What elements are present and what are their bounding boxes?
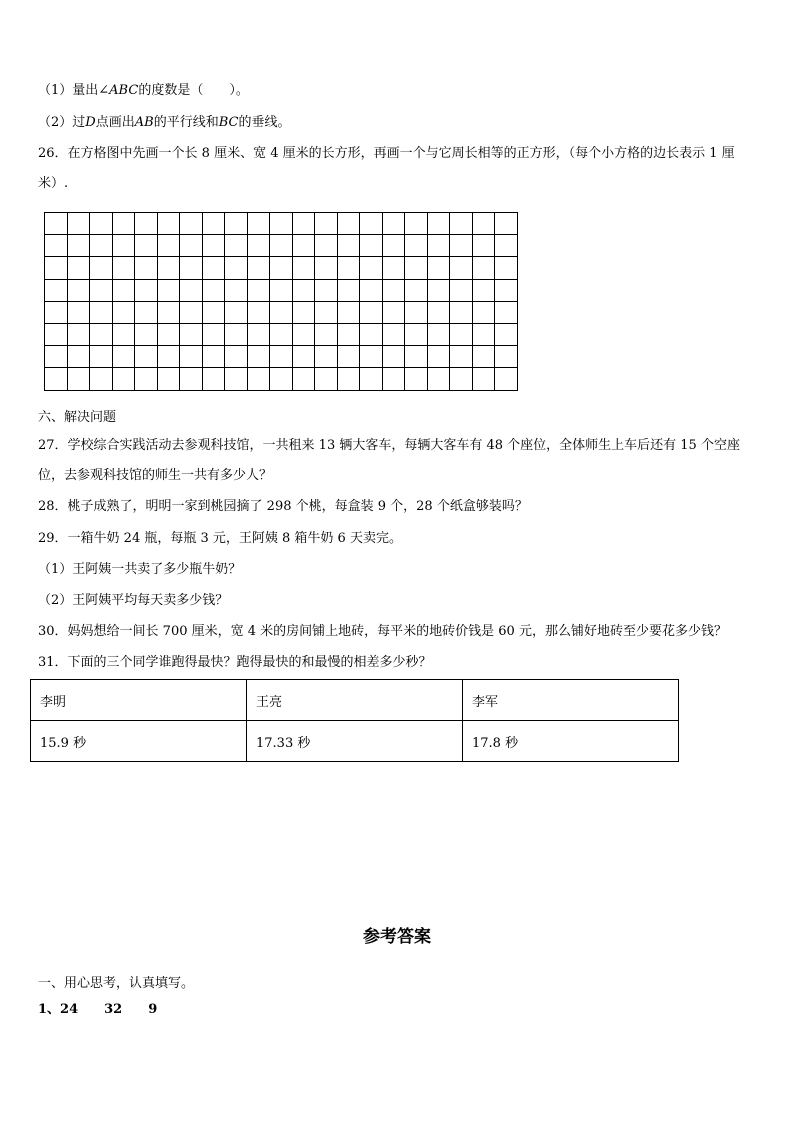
grid-cell	[270, 213, 293, 235]
q25-part2: （2）过D点画出AB的平行线和BC的垂线。	[38, 115, 291, 130]
grid-cell	[495, 213, 518, 235]
grid-cell	[337, 213, 360, 235]
grid-cell	[337, 346, 360, 368]
grid-cell	[180, 323, 203, 345]
grid-cell	[382, 368, 405, 390]
grid-cell	[450, 323, 473, 345]
grid-cell	[472, 213, 495, 235]
grid-cell	[337, 368, 360, 390]
question-26: 26．在方格图中先画一个长 8 厘米、宽 4 厘米的长方形，再画一个与它周长相等的正方形，（每个小方格的边长表示 1 厘米）.	[38, 146, 735, 191]
grid-cell	[247, 368, 270, 390]
grid-row	[45, 235, 518, 257]
grid-cell	[157, 257, 180, 279]
grid-cell	[405, 301, 428, 323]
grid-cell	[315, 279, 338, 301]
grid-cell	[405, 368, 428, 390]
grid-cell	[157, 323, 180, 345]
grid-cell	[225, 346, 248, 368]
answer-section-1: 一、用心思考，认真填写。	[38, 976, 195, 991]
grid-cell	[90, 346, 113, 368]
grid-cell	[135, 368, 158, 390]
grid-cell	[292, 235, 315, 257]
grid-cell	[180, 279, 203, 301]
grid-cell	[427, 257, 450, 279]
grid-cell	[157, 235, 180, 257]
grid-cell	[202, 368, 225, 390]
grid-cell	[202, 257, 225, 279]
table-cell: 15.9 秒	[31, 721, 247, 762]
grid-cell	[360, 301, 383, 323]
grid-cell	[270, 323, 293, 345]
grid-cell	[270, 346, 293, 368]
grid-cell	[270, 368, 293, 390]
grid-cell	[247, 235, 270, 257]
grid-cell	[427, 323, 450, 345]
grid-row	[45, 301, 518, 323]
grid-cell	[315, 235, 338, 257]
grid-cell	[472, 235, 495, 257]
grid-cell	[112, 346, 135, 368]
grid-cell	[495, 235, 518, 257]
grid-cell	[405, 279, 428, 301]
grid-cell	[225, 323, 248, 345]
angle-abc: ∠ABC	[98, 83, 139, 98]
grid-cell	[112, 368, 135, 390]
grid-cell	[495, 301, 518, 323]
grid-cell	[315, 257, 338, 279]
race-times-table	[30, 679, 679, 762]
table-row	[31, 680, 679, 721]
grid-cell	[45, 235, 68, 257]
grid-cell	[405, 257, 428, 279]
grid-cell	[45, 257, 68, 279]
grid-cell	[202, 235, 225, 257]
grid-cell	[495, 323, 518, 345]
grid-cell	[270, 235, 293, 257]
grid-cell	[180, 257, 203, 279]
grid-cell	[135, 279, 158, 301]
grid-cell	[247, 346, 270, 368]
grid-cell	[360, 235, 383, 257]
grid-cell	[135, 213, 158, 235]
grid-cell	[270, 279, 293, 301]
grid-cell	[360, 323, 383, 345]
grid-cell	[472, 301, 495, 323]
table-cell: 17.8 秒	[463, 721, 679, 762]
grid-cell	[270, 301, 293, 323]
grid-cell	[67, 368, 90, 390]
answer-title: 参考答案	[363, 927, 431, 947]
grid-cell	[450, 301, 473, 323]
grid-cell	[472, 346, 495, 368]
grid-cell	[337, 301, 360, 323]
grid-cell	[67, 235, 90, 257]
grid-cell	[292, 346, 315, 368]
grid-cell	[472, 257, 495, 279]
grid-cell	[90, 279, 113, 301]
grid-cell	[202, 346, 225, 368]
grid-cell	[292, 257, 315, 279]
grid-cell	[292, 301, 315, 323]
answer-1: 1、24 32 9	[38, 1002, 158, 1017]
question-31: 31．下面的三个同学谁跑得最快？跑得最快的和最慢的相差多少秒？	[38, 655, 432, 670]
grid-row	[45, 368, 518, 390]
grid-cell	[180, 235, 203, 257]
grid-cell	[225, 279, 248, 301]
grid-row	[45, 279, 518, 301]
grid-cell	[360, 213, 383, 235]
grid-cell	[382, 323, 405, 345]
table-row	[31, 721, 679, 762]
grid-cell	[382, 257, 405, 279]
grid-cell	[337, 235, 360, 257]
grid-row	[45, 213, 518, 235]
grid-cell	[495, 346, 518, 368]
grid-cell	[337, 257, 360, 279]
grid-cell	[135, 235, 158, 257]
grid-cell	[112, 213, 135, 235]
grid-cell	[112, 323, 135, 345]
grid-cell	[495, 279, 518, 301]
grid-cell	[360, 257, 383, 279]
question-29-sub2: （2）王阿姨平均每天卖多少钱？	[38, 593, 229, 608]
grid-cell	[135, 346, 158, 368]
grid-cell	[135, 323, 158, 345]
grid-cell	[337, 279, 360, 301]
grid-cell	[247, 323, 270, 345]
grid-cell	[472, 279, 495, 301]
grid-cell	[45, 301, 68, 323]
grid-cell	[67, 257, 90, 279]
grid-cell	[427, 301, 450, 323]
grid-cell	[180, 368, 203, 390]
grid-cell	[67, 301, 90, 323]
grid-cell	[360, 279, 383, 301]
grid-cell	[112, 279, 135, 301]
table-cell: 17.33 秒	[247, 721, 463, 762]
grid-cell	[45, 346, 68, 368]
table-cell: 李军	[463, 680, 679, 721]
grid-cell	[202, 323, 225, 345]
grid-cell	[112, 301, 135, 323]
grid-cell	[157, 368, 180, 390]
grid-cell	[405, 323, 428, 345]
grid-cell	[90, 323, 113, 345]
grid-cell	[157, 346, 180, 368]
grid-cell	[292, 213, 315, 235]
grid-cell	[270, 257, 293, 279]
grid-cell	[495, 368, 518, 390]
grid-cell	[405, 235, 428, 257]
grid-cell	[247, 301, 270, 323]
grid-cell	[45, 279, 68, 301]
grid-cell	[90, 213, 113, 235]
grid-cell	[472, 323, 495, 345]
grid-cell	[382, 213, 405, 235]
grid-cell	[315, 346, 338, 368]
grid-cell	[67, 323, 90, 345]
grid-cell	[112, 235, 135, 257]
grid-cell	[202, 213, 225, 235]
grid-cell	[225, 213, 248, 235]
grid-cell	[90, 257, 113, 279]
question-27: 27．学校综合实践活动去参观科技馆，一共租来 13 辆大客车，每辆大客车有 48 个座位，全体师生上车后还有 15 个空座位，去参观科技馆的师生一共有多少人？	[38, 438, 740, 483]
table-cell: 王亮	[247, 680, 463, 721]
grid-cell	[157, 279, 180, 301]
grid-cell	[315, 213, 338, 235]
grid-cell	[427, 279, 450, 301]
grid-cell	[360, 346, 383, 368]
grid-cell	[495, 257, 518, 279]
grid-cell	[180, 301, 203, 323]
question-29: 29．一箱牛奶 24 瓶，每瓶 3 元，王阿姨 8 箱牛奶 6 天卖完。	[38, 531, 402, 546]
grid-cell	[112, 257, 135, 279]
grid-cell	[450, 235, 473, 257]
grid-cell	[135, 257, 158, 279]
grid-cell	[450, 213, 473, 235]
grid-cell	[427, 368, 450, 390]
table-cell: 李明	[31, 680, 247, 721]
grid-cell	[315, 301, 338, 323]
grid-row	[45, 346, 518, 368]
grid-cell	[225, 235, 248, 257]
grid-cell	[67, 346, 90, 368]
grid-cell	[382, 301, 405, 323]
grid-cell	[90, 301, 113, 323]
grid-row	[45, 323, 518, 345]
grid-cell	[382, 235, 405, 257]
grid-cell	[225, 368, 248, 390]
grid-cell	[382, 346, 405, 368]
grid-cell	[67, 279, 90, 301]
grid-cell	[157, 301, 180, 323]
square-grid	[44, 212, 518, 391]
grid-cell	[247, 279, 270, 301]
grid-cell	[45, 368, 68, 390]
grid-cell	[427, 213, 450, 235]
grid-cell	[450, 368, 473, 390]
grid-cell	[337, 323, 360, 345]
grid-cell	[202, 301, 225, 323]
grid-cell	[405, 213, 428, 235]
grid-cell	[360, 368, 383, 390]
grid-cell	[450, 279, 473, 301]
grid-cell	[472, 368, 495, 390]
grid-cell	[135, 301, 158, 323]
question-28: 28．桃子成熟了，明明一家到桃园摘了 298 个桃，每盒装 9 个，28 个纸盒够装吗？	[38, 499, 528, 514]
grid-cell	[247, 213, 270, 235]
grid-cell	[450, 346, 473, 368]
section-title: 六、解决问题	[38, 410, 117, 425]
grid-cell	[225, 257, 248, 279]
grid-cell	[315, 323, 338, 345]
q25-part1: （1）量出∠ABC的度数是（ ）。	[38, 83, 249, 98]
grid-cell	[382, 279, 405, 301]
grid-cell	[90, 368, 113, 390]
grid-cell	[247, 257, 270, 279]
grid-cell	[45, 213, 68, 235]
grid-cell	[202, 279, 225, 301]
grid-cell	[292, 368, 315, 390]
grid-cell	[45, 323, 68, 345]
grid-cell	[180, 213, 203, 235]
grid-cell	[225, 301, 248, 323]
grid-cell	[427, 346, 450, 368]
question-29-sub1: （1）王阿姨一共卖了多少瓶牛奶？	[38, 562, 242, 577]
grid-cell	[450, 257, 473, 279]
question-30: 30．妈妈想给一间长 700 厘米，宽 4 米的房间铺上地砖，每平米的地砖价钱是 60 元，那么铺好地砖至少要花多少钱？	[38, 624, 727, 639]
grid-cell	[427, 235, 450, 257]
grid-cell	[157, 213, 180, 235]
grid-cell	[180, 346, 203, 368]
grid-cell	[90, 235, 113, 257]
grid-cell	[315, 368, 338, 390]
grid-cell	[67, 213, 90, 235]
grid-cell	[292, 323, 315, 345]
grid-cell	[405, 346, 428, 368]
grid-cell	[292, 279, 315, 301]
grid-row	[45, 257, 518, 279]
